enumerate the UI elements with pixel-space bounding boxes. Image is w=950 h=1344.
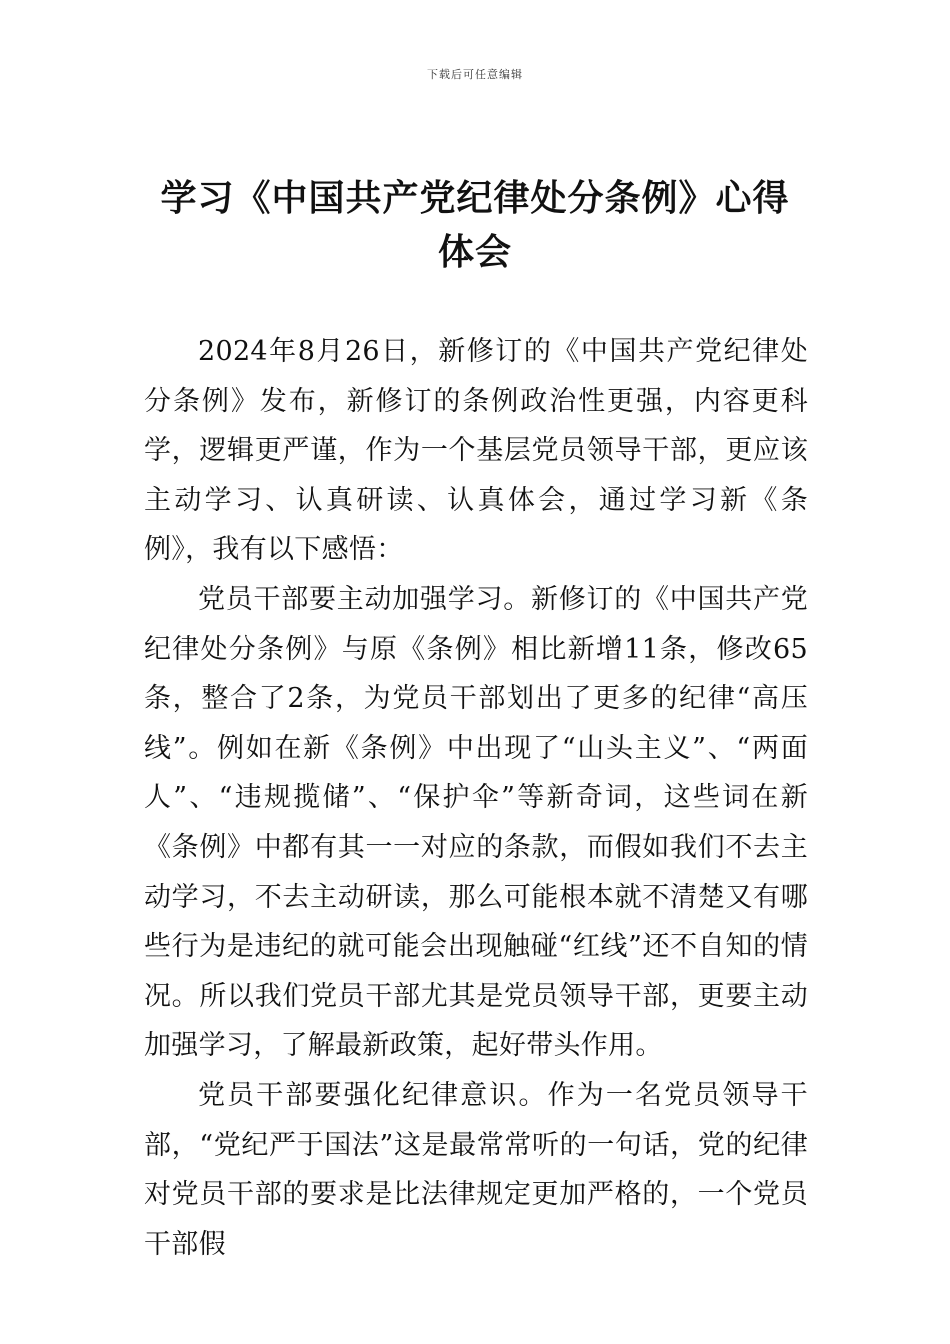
document-title: 学习《中国共产党纪律处分条例》心得体会 xyxy=(160,178,790,273)
document-body xyxy=(144,327,808,1269)
paragraph-intro: 2024年8月26日，新修订的《中国共产党纪律处分条例》发布，新修订的条例政治性更强，内容更科学，逻辑更严谨，作为一个基层党员领导干部，更应该主动学习、认真研读、认真体会，通过学习新《条例》，我有以下感悟： xyxy=(144,336,808,566)
paragraph-discipline: 党员干部要强化纪律意识。作为一名党员领导干部，“党纪严于国法”这是最常常听的一句话，党的纪律对党员干部的要求是比法律规定更加严格的，一个党员干部假 xyxy=(144,1079,808,1260)
paragraph-study: 党员干部要主动加强学习。新修订的《中国共产党纪律处分条例》与原《条例》相比新增11条，修改65条，整合了2条，为党员干部划出了更多的纪律“高压线”。例如在新《条例》中出现了“山头主义”、“两面人”、“违规揽储”、“保护伞”等新奇词，这些词在新《条例》中都有其一一对应的条款，而假如我们不去主动学习，不去主动研读，那么可能根本就不清楚又有哪些行为是违纪的就可能会出现触碰“红线”还不自知的情况。所以我们党员干部尤其是党员领导干部，更要主动加强学习，了解最新政策，起好带头作用。 xyxy=(144,583,808,1062)
header-note: 下载后可任意编辑 xyxy=(427,68,523,81)
